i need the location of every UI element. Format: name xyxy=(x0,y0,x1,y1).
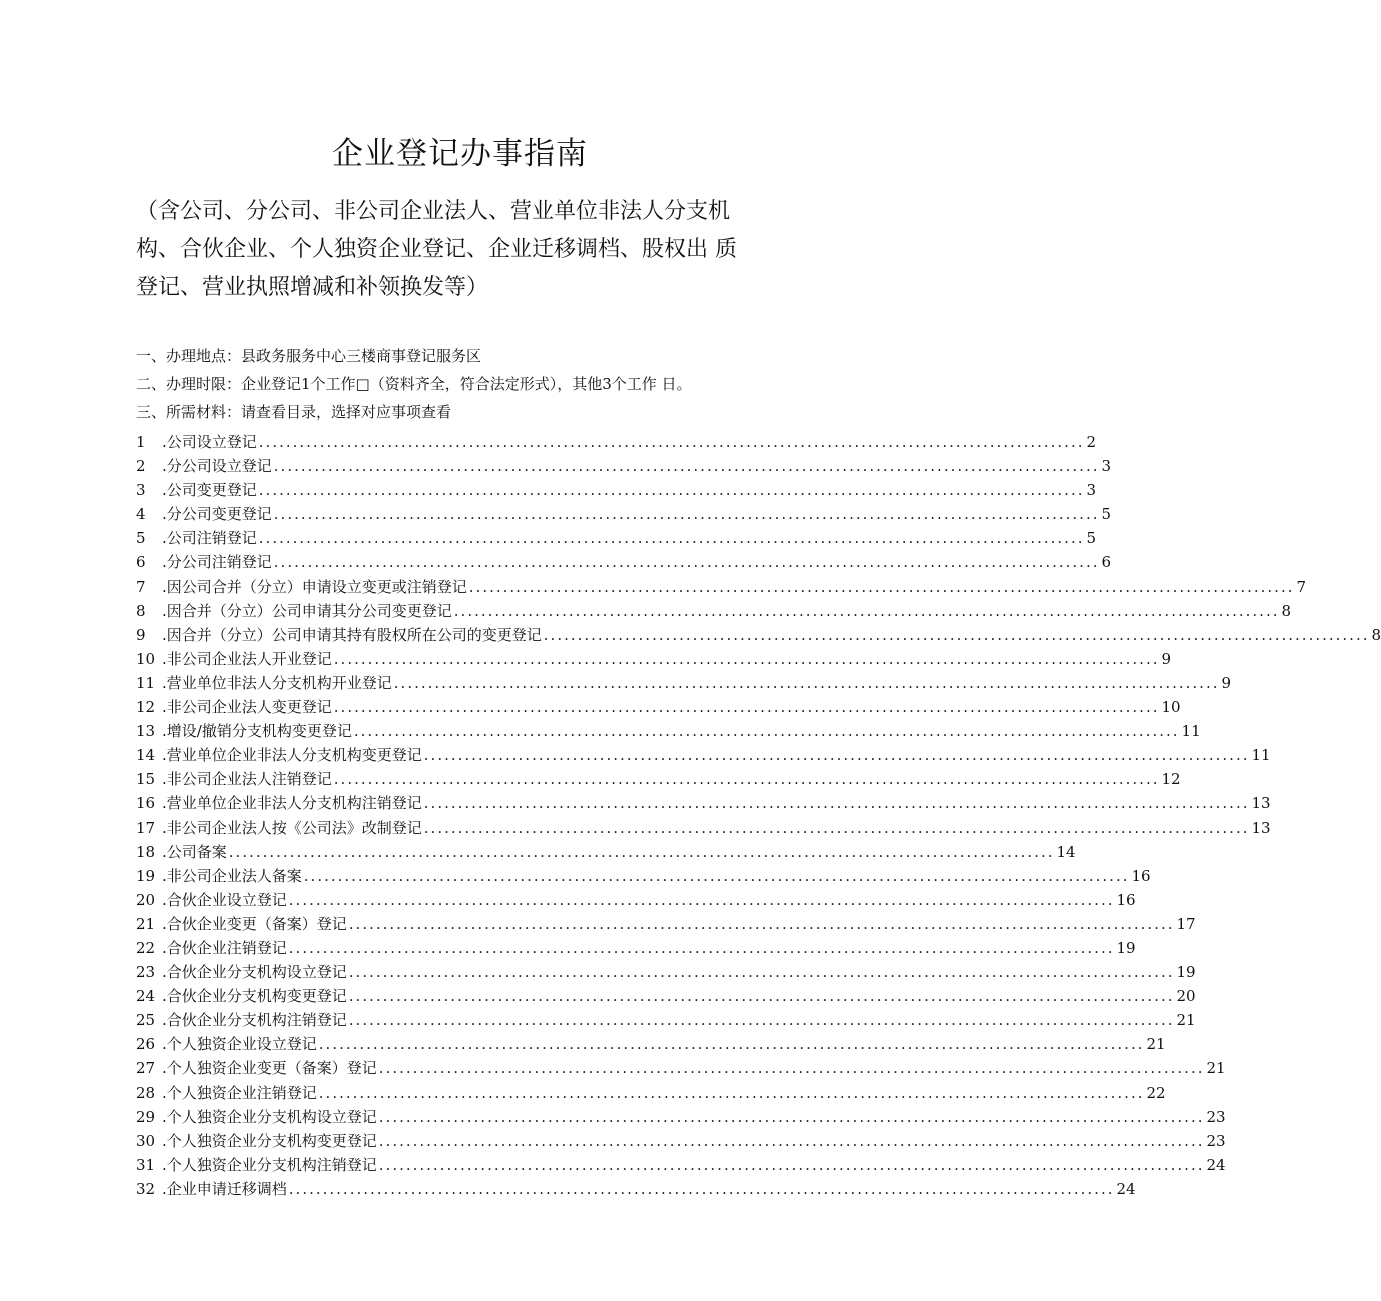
toc-entry-label: .合伙企业分支机构变更登记 xyxy=(162,987,347,1006)
toc-entry-page: 3 xyxy=(1086,481,1097,500)
toc-entry-label: .公司备案 xyxy=(162,842,227,861)
toc-entry-label: .非公司企业法人开业登记 xyxy=(162,649,332,668)
toc-dot-leader: .......................................................................................................................... xyxy=(258,529,1085,548)
toc-entry-number: 6 xyxy=(136,553,146,572)
toc-entry[interactable] xyxy=(136,526,1097,550)
toc-entry-label: .因合并（分立）公司申请其分公司变更登记 xyxy=(162,601,452,620)
toc-entry[interactable] xyxy=(136,623,1381,647)
toc-entry-page: 21 xyxy=(1146,1035,1166,1054)
toc-entry-label: .营业单位非法人分支机构开业登记 xyxy=(162,673,392,692)
toc-entry-label: .个人独资企业分支机构变更登记 xyxy=(162,1131,377,1150)
toc-entry-number: 10 xyxy=(136,649,156,668)
toc-entry-label: .个人独资企业设立登记 xyxy=(162,1035,317,1054)
toc-dot-leader: .......................................................................................................................... xyxy=(333,649,1160,668)
toc-entry-number: 32 xyxy=(136,1179,156,1198)
toc-entry[interactable] xyxy=(136,1032,1166,1056)
toc-entry[interactable] xyxy=(136,478,1097,502)
toc-entry-number: 14 xyxy=(136,746,156,765)
toc-dot-leader: .......................................................................................................................... xyxy=(378,1155,1205,1174)
toc-entry-label: .非公司企业法人变更登记 xyxy=(162,698,332,717)
toc-dot-leader: .......................................................................................................................... xyxy=(393,673,1220,692)
toc-entry-page: 21 xyxy=(1206,1059,1226,1078)
toc-entry-number: 29 xyxy=(136,1107,156,1126)
toc-entry-number: 27 xyxy=(136,1059,156,1078)
toc-dot-leader: .......................................................................................................................... xyxy=(303,866,1130,885)
toc-entry-page: 9 xyxy=(1221,673,1232,692)
toc-dot-leader: .......................................................................................................................... xyxy=(543,625,1370,644)
toc-entry[interactable] xyxy=(136,575,1307,599)
toc-entry-label: .因公司合并（分立）申请设立变更或注销登记 xyxy=(162,577,467,596)
subtitle-line: 构、合伙企业、个人独资企业登记、企业迁移调档、股权出 质 xyxy=(136,237,737,262)
toc-entry-page: 23 xyxy=(1206,1131,1226,1150)
toc-entry-number: 19 xyxy=(136,866,156,885)
toc-entry-number: 1 xyxy=(136,433,146,451)
toc-entry-number: 8 xyxy=(136,601,146,620)
toc-entry-label: .企业申请迁移调档 xyxy=(162,1179,287,1198)
toc-entry-number: 23 xyxy=(136,963,156,982)
toc-entry-page: 5 xyxy=(1101,505,1112,524)
toc-entry-page: 3 xyxy=(1101,457,1112,476)
toc-entry-page: 16 xyxy=(1131,866,1151,885)
toc-dot-leader: .......................................................................................................................... xyxy=(273,553,1100,572)
toc-entry-page: 10 xyxy=(1161,698,1181,717)
toc-entry[interactable] xyxy=(136,743,1271,767)
toc-dot-leader: .......................................................................................................................... xyxy=(318,1083,1145,1102)
toc-entry[interactable] xyxy=(136,550,1112,574)
toc-dot-leader: .......................................................................................................................... xyxy=(318,1035,1145,1054)
toc-entry[interactable] xyxy=(136,1153,1226,1177)
toc-entry-page: 24 xyxy=(1116,1179,1136,1198)
toc-entry-label: .非公司企业法人备案 xyxy=(162,866,302,885)
toc-entry[interactable] xyxy=(136,767,1181,791)
toc-entry[interactable] xyxy=(136,1081,1166,1105)
toc-entry[interactable] xyxy=(136,502,1112,526)
toc-entry-page: 19 xyxy=(1116,938,1136,957)
toc-dot-leader: .......................................................................................................................... xyxy=(258,481,1085,500)
info-materials: 三、所需材料：请查看目录，选择对应事项查看 xyxy=(136,403,452,421)
toc-dot-leader: .......................................................................................................................... xyxy=(288,938,1115,957)
toc-dot-leader: .......................................................................................................................... xyxy=(348,914,1175,933)
subtitle-line: 登记、营业执照增减和补领换发等） xyxy=(136,275,489,300)
toc-entry[interactable] xyxy=(136,1056,1226,1080)
toc-entry-number: 15 xyxy=(136,770,156,789)
toc-entry-number: 9 xyxy=(136,625,146,644)
toc-dot-leader: .......................................................................................................................... xyxy=(453,601,1280,620)
toc-entry-label: .分公司注销登记 xyxy=(162,553,272,572)
toc-entry-number: 16 xyxy=(136,794,156,813)
toc-entry-label: .个人独资企业注销登记 xyxy=(162,1083,317,1102)
toc-entry[interactable] xyxy=(136,936,1136,960)
toc-dot-leader: .......................................................................................................................... xyxy=(348,987,1175,1006)
toc-entry-label: .个人独资企业分支机构注销登记 xyxy=(162,1155,377,1174)
toc-entry[interactable] xyxy=(136,984,1196,1008)
toc-entry-label: .公司设立登记 xyxy=(162,433,257,451)
toc-entry[interactable] xyxy=(136,960,1196,984)
info-location: 一、办理地点：县政务服务中心三楼商事登记服务区 xyxy=(136,347,482,365)
toc-dot-leader: .......................................................................................................................... xyxy=(348,1011,1175,1030)
toc-entry-label: .营业单位企业非法人分支机构变更登记 xyxy=(162,746,422,765)
toc-entry-page: 23 xyxy=(1206,1107,1226,1126)
toc-entry-page: 5 xyxy=(1086,529,1097,548)
toc-entry-number: 4 xyxy=(136,505,146,524)
toc-entry-page: 9 xyxy=(1161,649,1172,668)
toc-entry-page: 11 xyxy=(1181,722,1201,741)
toc-dot-leader: .......................................................................................................................... xyxy=(258,433,1085,451)
toc-entry-label: .非公司企业法人按《公司法》改制登记 xyxy=(162,818,422,837)
toc-entry-number: 28 xyxy=(136,1083,156,1102)
toc-entry-page: 14 xyxy=(1056,842,1076,861)
toc-dot-leader: .......................................................................................................................... xyxy=(378,1131,1205,1150)
toc-entry-page: 17 xyxy=(1176,914,1196,933)
toc-entry-number: 31 xyxy=(136,1155,156,1174)
toc-entry-number: 24 xyxy=(136,987,156,1006)
toc-entry-page: 8 xyxy=(1371,625,1381,644)
toc-entry-page: 16 xyxy=(1116,890,1136,909)
table-of-contents xyxy=(136,430,1381,1201)
toc-entry-label: .分公司变更登记 xyxy=(162,505,272,524)
toc-dot-leader: .......................................................................................................................... xyxy=(228,842,1055,861)
toc-entry-page: 21 xyxy=(1176,1011,1196,1030)
toc-entry-number: 20 xyxy=(136,890,156,909)
toc-entry-page: 11 xyxy=(1251,746,1271,765)
toc-dot-leader: .......................................................................................................................... xyxy=(333,698,1160,717)
toc-entry[interactable] xyxy=(136,888,1136,912)
toc-entry-label: .合伙企业注销登记 xyxy=(162,938,287,957)
toc-entry[interactable] xyxy=(136,430,1097,454)
toc-entry-label: .分公司设立登记 xyxy=(162,457,272,476)
toc-entry-page: 13 xyxy=(1251,818,1271,837)
toc-entry-number: 11 xyxy=(136,673,156,692)
toc-entry-page: 22 xyxy=(1146,1083,1166,1102)
document-title: 企业登记办事指南 xyxy=(332,136,588,172)
toc-dot-leader: .......................................................................................................................... xyxy=(273,457,1100,476)
toc-dot-leader: .......................................................................................................................... xyxy=(333,770,1160,789)
toc-entry-number: 30 xyxy=(136,1131,156,1150)
toc-entry[interactable] xyxy=(136,1177,1136,1201)
toc-entry-label: .公司变更登记 xyxy=(162,481,257,500)
toc-dot-leader: .......................................................................................................................... xyxy=(378,1107,1205,1126)
toc-entry-page: 6 xyxy=(1101,553,1112,572)
toc-entry[interactable] xyxy=(136,647,1172,671)
toc-entry-page: 7 xyxy=(1296,577,1307,596)
toc-entry-label: .公司注销登记 xyxy=(162,529,257,548)
toc-entry[interactable] xyxy=(136,1129,1226,1153)
toc-dot-leader: .......................................................................................................................... xyxy=(423,818,1250,837)
toc-dot-leader: .......................................................................................................................... xyxy=(348,963,1175,982)
toc-entry-page: 13 xyxy=(1251,794,1271,813)
toc-entry-label: .营业单位企业非法人分支机构注销登记 xyxy=(162,794,422,813)
toc-entry-page: 12 xyxy=(1161,770,1181,789)
toc-entry[interactable] xyxy=(136,840,1076,864)
toc-entry-label: .合伙企业变更（备案）登记 xyxy=(162,914,347,933)
toc-dot-leader: .......................................................................................................................... xyxy=(288,1179,1115,1198)
toc-entry-label: .非公司企业法人注销登记 xyxy=(162,770,332,789)
toc-entry-page: 8 xyxy=(1281,601,1292,620)
toc-entry[interactable] xyxy=(136,791,1271,815)
toc-entry-number: 17 xyxy=(136,818,156,837)
toc-entry-page: 20 xyxy=(1176,987,1196,1006)
toc-entry-number: 7 xyxy=(136,577,146,596)
toc-dot-leader: .......................................................................................................................... xyxy=(288,890,1115,909)
toc-dot-leader: .......................................................................................................................... xyxy=(353,722,1180,741)
toc-entry-page: 19 xyxy=(1176,963,1196,982)
toc-entry-number: 13 xyxy=(136,722,156,741)
toc-entry-label: .合伙企业分支机构注销登记 xyxy=(162,1011,347,1030)
toc-entry-number: 3 xyxy=(136,481,146,500)
toc-entry-label: .增设/撤销分支机构变更登记 xyxy=(162,722,352,741)
toc-entry[interactable] xyxy=(136,864,1151,888)
toc-entry[interactable] xyxy=(136,1008,1196,1032)
subtitle-line: （含公司、分公司、非公司企业法人、营业单位非法人分支机 xyxy=(136,199,731,224)
toc-entry-label: .因合并（分立）公司申请其持有股权所在公司的变更登记 xyxy=(162,625,542,644)
toc-entry-number: 12 xyxy=(136,698,156,717)
toc-dot-leader: .......................................................................................................................... xyxy=(273,505,1100,524)
document-subtitle xyxy=(136,193,796,307)
toc-entry-number: 22 xyxy=(136,938,156,957)
toc-entry[interactable] xyxy=(136,454,1112,478)
toc-dot-leader: .......................................................................................................................... xyxy=(423,746,1250,765)
toc-entry-number: 2 xyxy=(136,457,146,476)
toc-dot-leader: .......................................................................................................................... xyxy=(423,794,1250,813)
toc-dot-leader: .......................................................................................................................... xyxy=(378,1059,1205,1078)
toc-entry[interactable] xyxy=(136,912,1196,936)
toc-entry-number: 26 xyxy=(136,1035,156,1054)
toc-entry-label: .合伙企业设立登记 xyxy=(162,890,287,909)
toc-entry-page: 2 xyxy=(1086,433,1097,451)
toc-entry-number: 18 xyxy=(136,842,156,861)
toc-entry-label: .个人独资企业分支机构设立登记 xyxy=(162,1107,377,1126)
toc-entry[interactable] xyxy=(136,695,1181,719)
info-time-limit: 二、办理时限：企业登记1个工作□（资料齐全，符合法定形式），其他3个工作 日。 xyxy=(136,375,692,393)
toc-entry[interactable] xyxy=(136,671,1232,695)
toc-entry[interactable] xyxy=(136,816,1271,840)
info-section xyxy=(136,342,776,426)
toc-entry-number: 21 xyxy=(136,914,156,933)
toc-entry-page: 24 xyxy=(1206,1155,1226,1174)
toc-entry-number: 25 xyxy=(136,1011,156,1030)
toc-dot-leader: .......................................................................................................................... xyxy=(468,577,1295,596)
toc-entry[interactable] xyxy=(136,719,1201,743)
toc-entry[interactable] xyxy=(136,1105,1226,1129)
toc-entry-label: .个人独资企业变更（备案）登记 xyxy=(162,1059,377,1078)
toc-entry-number: 5 xyxy=(136,529,146,548)
toc-entry-label: .合伙企业分支机构设立登记 xyxy=(162,963,347,982)
toc-entry[interactable] xyxy=(136,599,1292,623)
